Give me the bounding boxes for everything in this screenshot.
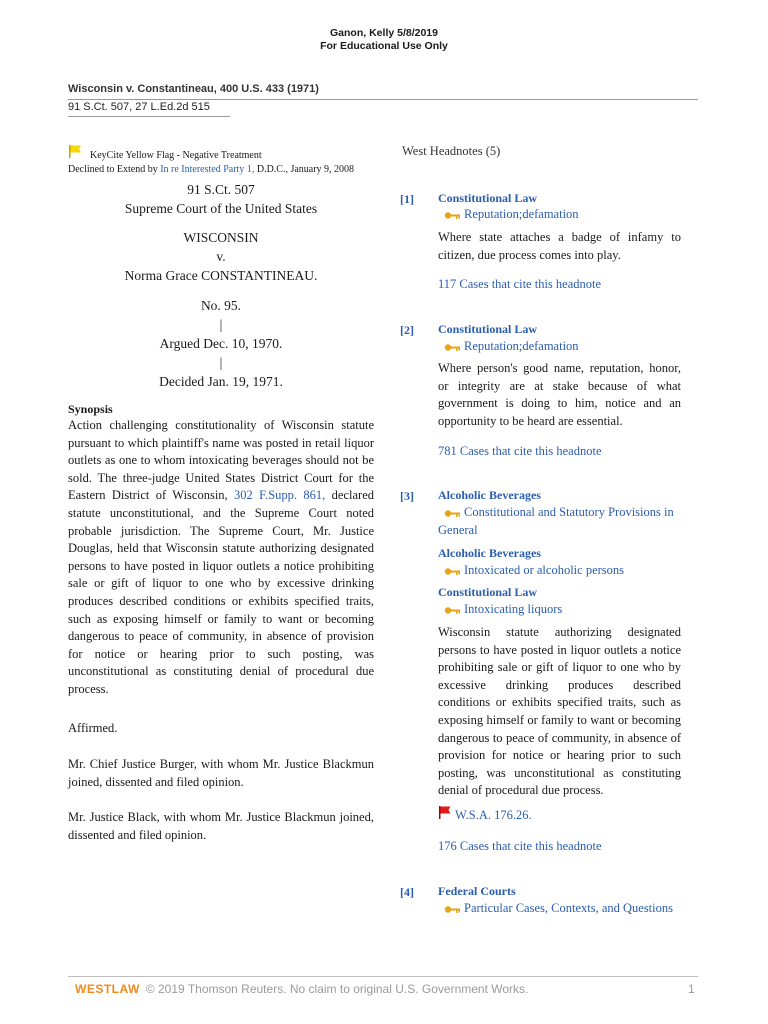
lower-court-cite-link[interactable]: 302 F.Supp. 861, [234,488,326,503]
key-number-link[interactable]: Constitutional and Statutory Provisions in General [438,505,674,537]
page-number: 1 [688,982,695,996]
caption-parties [68,228,374,285]
header-notice: For Educational Use Only [320,40,448,52]
dissent-black: Mr. Justice Black, with whom Mr. Justice Blackmun joined, dissented and filed opinion. [68,810,374,842]
headnote-text: Where person's good name, reputation, honor, or integrity are at stake because of what government is doing to him, notice and an opportunity to be heard are essential. [438,361,681,428]
key-icon [444,211,460,220]
synopsis-text-part: Action challenging constitutionality of Wisconsin statute pursuant to which plaintiff's name was posted in retail liquor outlets as one to whom intoxicating beverages should not be sold. The three-judge United States District Court for the Eastern District of Wisconsin, [68,418,374,503]
headnote-number[interactable]: [1] [400,192,414,206]
key-number-line [438,562,683,580]
headnote-topic-link[interactable]: Constitutional Law [438,585,538,599]
key-icon [444,905,460,914]
party-one: WISCONSIN [183,230,259,245]
caption-court [68,180,374,218]
footer-copyright: © 2019 Thomson Reuters. No claim to original U.S. Government Works. [145,982,529,996]
key-number-line [438,900,683,918]
footer [75,982,528,996]
headnote-number[interactable]: [4] [400,885,414,899]
synopsis-text-part: declared statute unconstitutional, and the Supreme Court noted probable jurisdiction. The Supreme Court, Mr. Justice Douglas, held that Wisconsin statute authorizing designated persons to have posted in liquor outlets a notice prohibiting sale or gift of liquor to one who by excessive drinking produces described conditions or exhibits specified traits, such as exposing himself or family to want or becoming dangerous to peace of community, in absence of provision for notice or hearing prior to such posting, was unconstitutional as constituting denial of procedural due process. [68,488,374,696]
declined-prefix: Declined to Extend by [68,164,161,175]
headnote-number[interactable]: [3] [400,489,414,503]
decided-date: Decided Jan. 19, 1971. [159,374,283,389]
headnote-text: Wisconsin statute authorizing designated persons to have posted in liquor outlets a notice prohibiting sale or gift of liquor to one who by excessive drinking produces described conditions or exhibits specified traits, such as exposing himself or family to want or becoming dangerous to peace of community, in absence of provision for notice or hearing prior to such posting, was unconstitutional as constituting denial of procedural due process. [438,625,681,798]
key-number-link[interactable]: Intoxicated or alcoholic persons [464,563,625,577]
key-number-line [438,504,683,539]
versus: v. [216,249,226,264]
headnote-topic-link[interactable]: Constitutional Law [438,322,538,336]
separator: | [219,355,223,370]
divider [68,116,230,117]
yellow-flag-icon[interactable] [69,145,82,158]
synopsis-heading: Synopsis [68,402,113,416]
docket-number: No. 95. [200,298,242,313]
divider [68,99,698,100]
key-icon [444,343,460,352]
keycite-declined-line [68,164,378,175]
headnotes-heading: West Headnotes (5) [402,144,501,158]
declined-case-link[interactable]: In re Interested Party 1, [160,164,255,175]
caption-court-name: Supreme Court of the United States [124,201,318,216]
dissent-burger: Mr. Chief Justice Burger, with whom Mr. Justice Blackmun joined, dissented and filed opinion. [68,757,374,789]
headnote-topic-link[interactable]: Alcoholic Beverages [438,488,541,502]
key-icon [444,509,460,518]
key-number-link[interactable]: Reputation;defamation [464,207,579,221]
citing-cases-link[interactable]: 781 Cases that cite this headnote [438,444,602,458]
header-user-date: Ganon, Kelly 5/8/2019 [330,27,438,39]
headnote-topic-link[interactable]: Federal Courts [438,884,516,898]
document-header [0,27,768,53]
disposition: Affirmed. [68,721,118,735]
citing-cases-link[interactable]: 117 Cases that cite this headnote [438,277,602,291]
key-number-link[interactable]: Particular Cases, Contexts, and Questions [464,901,673,915]
statute-link[interactable]: W.S.A. 176.26. [455,808,532,822]
footer-divider [68,976,698,977]
key-number-line [438,338,683,356]
party-two: Norma Grace CONSTANTINEAU. [124,268,318,283]
key-number-link[interactable]: Intoxicating liquors [464,602,563,616]
key-icon [444,606,460,615]
separator: | [219,317,223,332]
key-number-line [438,601,683,619]
caption-dates [68,296,374,391]
parallel-citations: 91 S.Ct. 507, 27 L.Ed.2d 515 [68,101,210,113]
key-number-link[interactable]: Reputation;defamation [464,339,579,353]
citing-cases-link[interactable]: 176 Cases that cite this headnote [438,839,602,853]
key-icon [444,567,460,576]
headnote-topic-link[interactable]: Alcoholic Beverages [438,546,541,560]
synopsis-text [68,417,374,699]
headnote-text: Where state attaches a badge of infamy to citizen, due process comes into play. [438,230,681,262]
keycite-flag-label: KeyCite Yellow Flag - Negative Treatment [90,150,262,161]
key-number-line [438,206,683,224]
caption-reporter: 91 S.Ct. 507 [187,182,255,197]
argued-date: Argued Dec. 10, 1970. [159,336,283,351]
red-flag-icon[interactable] [439,806,451,819]
westlaw-logo: WESTLAW [75,982,140,996]
headnote-number[interactable]: [2] [400,323,414,337]
headnote-topic-link[interactable]: Constitutional Law [438,191,538,205]
case-title: Wisconsin v. Constantineau, 400 U.S. 433 (1971) [68,83,319,95]
declined-suffix: D.D.C., January 9, 2008 [254,164,355,175]
